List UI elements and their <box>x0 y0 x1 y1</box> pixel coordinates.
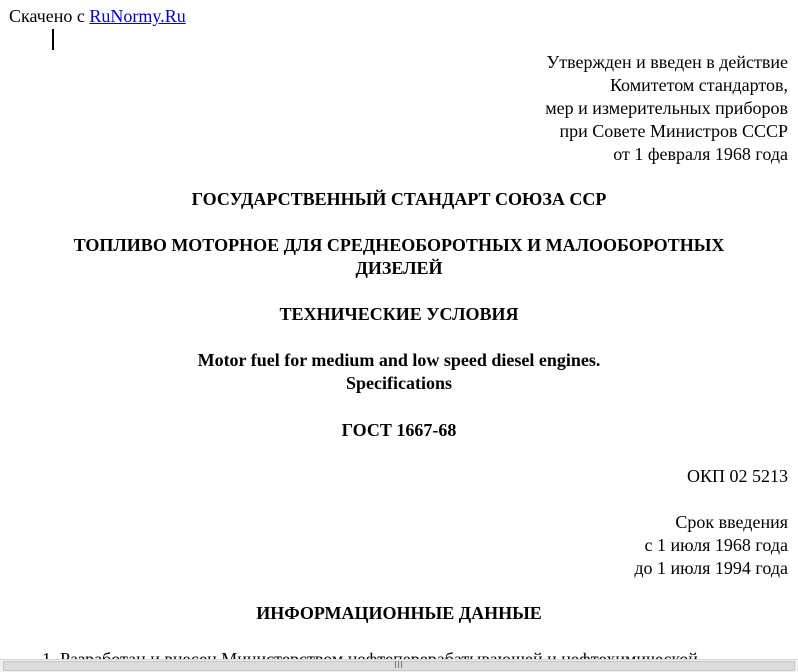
horizontal-scrollbar[interactable] <box>0 659 798 672</box>
standard-title-line: ДИЗЕЛЕЙ <box>355 258 443 278</box>
english-title <box>0 349 798 395</box>
effective-label: Срок введения <box>675 512 788 532</box>
standard-title <box>0 234 798 280</box>
approval-line: при Совете Министров СССР <box>559 121 788 141</box>
scrollbar-grip-icon <box>394 661 404 668</box>
standard-title-line: ТОПЛИВО МОТОРНОЕ ДЛЯ СРЕДНЕОБОРОТНЫХ И МАЛООБОРОТНЫХ <box>73 235 725 255</box>
english-title-line: Specifications <box>346 373 452 393</box>
standard-authority: ГОСУДАРСТВЕННЫЙ СТАНДАРТ СОЮЗА ССР <box>191 189 607 209</box>
approval-line: от 1 февраля 1968 года <box>613 144 788 164</box>
approval-line: мер и измерительных приборов <box>545 98 788 118</box>
source-link[interactable]: RuNormy.Ru <box>89 6 186 26</box>
standard-subtitle: ТЕХНИЧЕСКИЕ УСЛОВИЯ <box>279 304 519 324</box>
approval-line: Комитетом стандартов, <box>609 75 788 95</box>
english-title-line: Motor fuel for medium and low speed diesel engines. <box>197 350 601 370</box>
effective-from: с 1 июля 1968 года <box>644 535 788 555</box>
effective-dates <box>634 511 788 580</box>
approval-line: Утвержден и введен в действие <box>546 52 788 72</box>
standard-code: ГОСТ 1667-68 <box>341 420 457 440</box>
text-cursor <box>52 29 54 50</box>
okp-code: ОКП 02 5213 <box>686 466 788 486</box>
source-prefix: Скачено с <box>9 6 90 26</box>
source-line <box>9 5 186 27</box>
info-heading: ИНФОРМАЦИОННЫЕ ДАННЫЕ <box>256 603 542 623</box>
approval-block <box>545 51 788 166</box>
effective-to: до 1 июля 1994 года <box>634 558 788 578</box>
